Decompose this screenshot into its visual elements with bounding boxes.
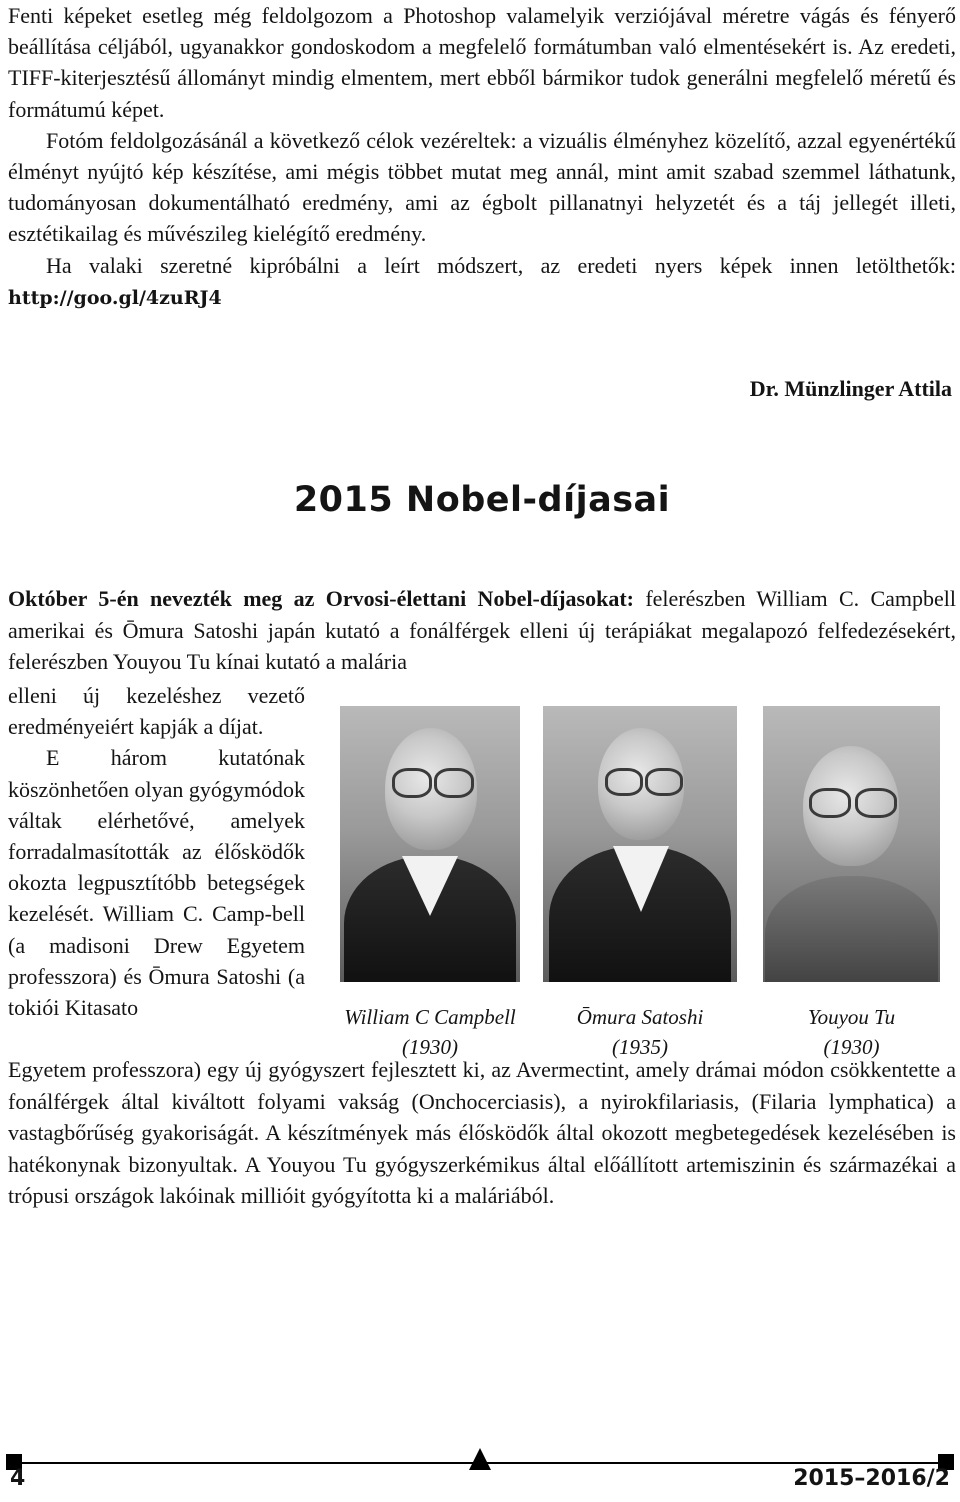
photo-tu: [763, 706, 940, 982]
author-name: Dr. Münzlinger Attila: [749, 376, 952, 401]
caption-name: Youyou Tu: [807, 1005, 896, 1029]
caption-campbell: [340, 1002, 520, 1062]
lead-text: felerészben William C. Campbell amerikai és Ōmura Satoshi japán kutató a fonálférgek elleni új terápiákat megalapozó felfedezésekért, felerészben Youyou Tu kínai kutató a malária: [8, 586, 956, 675]
caption-year: (1930): [823, 1035, 880, 1059]
side-column: [8, 680, 305, 1023]
intro-paragraph-2: Fotóm feldolgozásánál a következő célok vezéreltek: a vizuális élményhez közelítő, azzal egyenértékű élményt nyújtó kép készítése, ami mégis többet mutat meg annál, mint amit szabad szemmel láthatunk, tudományosan dokumentálható eredmény, ami az égbolt pillanatnyi helyzetét és a táj jellegét illeti, esztétikailag és művészileg kielégítő eredmény.: [8, 127, 956, 247]
laureate-photos: [340, 706, 940, 1059]
article-headline: 2015 Nobel-díjasai: [293, 480, 671, 520]
caption-year: (1930): [402, 1035, 458, 1059]
intro-section: [8, 0, 956, 314]
portrait-body: [765, 876, 938, 982]
photo-campbell: [340, 706, 520, 982]
glasses-icon: [855, 788, 897, 818]
intro-paragraph-1: Fenti képeket esetleg még feldolgozom a Photoshop valamelyik verziójával méretre vágás és fényerő beállítása céljából, ugyanakkor gondoskodom a megfelelő formátumban való elmentésekért is. Az eredeti, TIFF-kiterjesztésű állományt mindig elmentem, mert ebből bármikor tudok generálni megfelelő méretű és formátumú képet.: [8, 3, 956, 122]
glasses-icon: [392, 768, 432, 798]
page-footer: [0, 1440, 960, 1502]
main-body-paragraph: [8, 1054, 956, 1212]
issue-number: 2015–2016/2: [793, 1466, 950, 1491]
caption-name: William C Campbell: [344, 1005, 516, 1029]
glasses-icon: [809, 788, 851, 818]
caption-name: Ōmura Satoshi: [576, 1005, 704, 1029]
glasses-icon: [605, 768, 643, 796]
caption-year: (1935): [612, 1035, 668, 1059]
photo-omura: [543, 706, 737, 982]
intro-paragraph-3-text: Ha valaki szeretné kipróbálni a leírt módszert, az eredeti nyers képek innen letölthetők:: [46, 252, 956, 278]
page-number: 4: [10, 1466, 26, 1491]
intro-paragraph-3: [8, 250, 956, 314]
lead-paragraph: [8, 583, 956, 678]
lead-bold-text: Október 5-én nevezték meg az Orvosi-élettani Nobel-díjasokat:: [8, 586, 635, 611]
glasses-icon: [645, 768, 683, 796]
download-link[interactable]: http://goo.gl/4zuRJ4: [8, 286, 222, 309]
side-paragraph-1: elleni új kezeléshez vezető eredményeiért kapják a díjat.: [8, 683, 305, 740]
caption-omura: [543, 1002, 737, 1062]
side-paragraph-2: E három kutatónak köszönhetően olyan gyógymódok váltak elérhetővé, amelyek forradalmasították az élősködők okozta legpusztítóbb betegségek kezelését. William C. Camp-bell (a madisoni Drew Egyetem professzora) és Ōmura Satoshi (a tokiói Kitasato: [8, 745, 305, 1021]
document-page: [8, 0, 956, 1502]
caption-tu: [763, 1002, 940, 1062]
main-body-text: Egyetem professzora) egy új gyógyszert fejlesztett ki, az Avermectint, amely drámai módon csökkentette a fonálférgek által kiváltott folyami vakság (Onchocerciasis), a nyirokfilariasis, (Filaria lymphatica) a vastagbőrűség gyakoriságát. A készítmények más élősködők által okozott megbetegedések kezelésében is hatékonynak bizonyultak. A Youyou Tu gyógyszerkémikus által előállított artemiszinin és származékai a trópusi országok lakóinak millióit gyógyította ki a maláriából.: [8, 1057, 956, 1209]
triangle-icon: [469, 1448, 491, 1470]
glasses-icon: [434, 768, 474, 798]
